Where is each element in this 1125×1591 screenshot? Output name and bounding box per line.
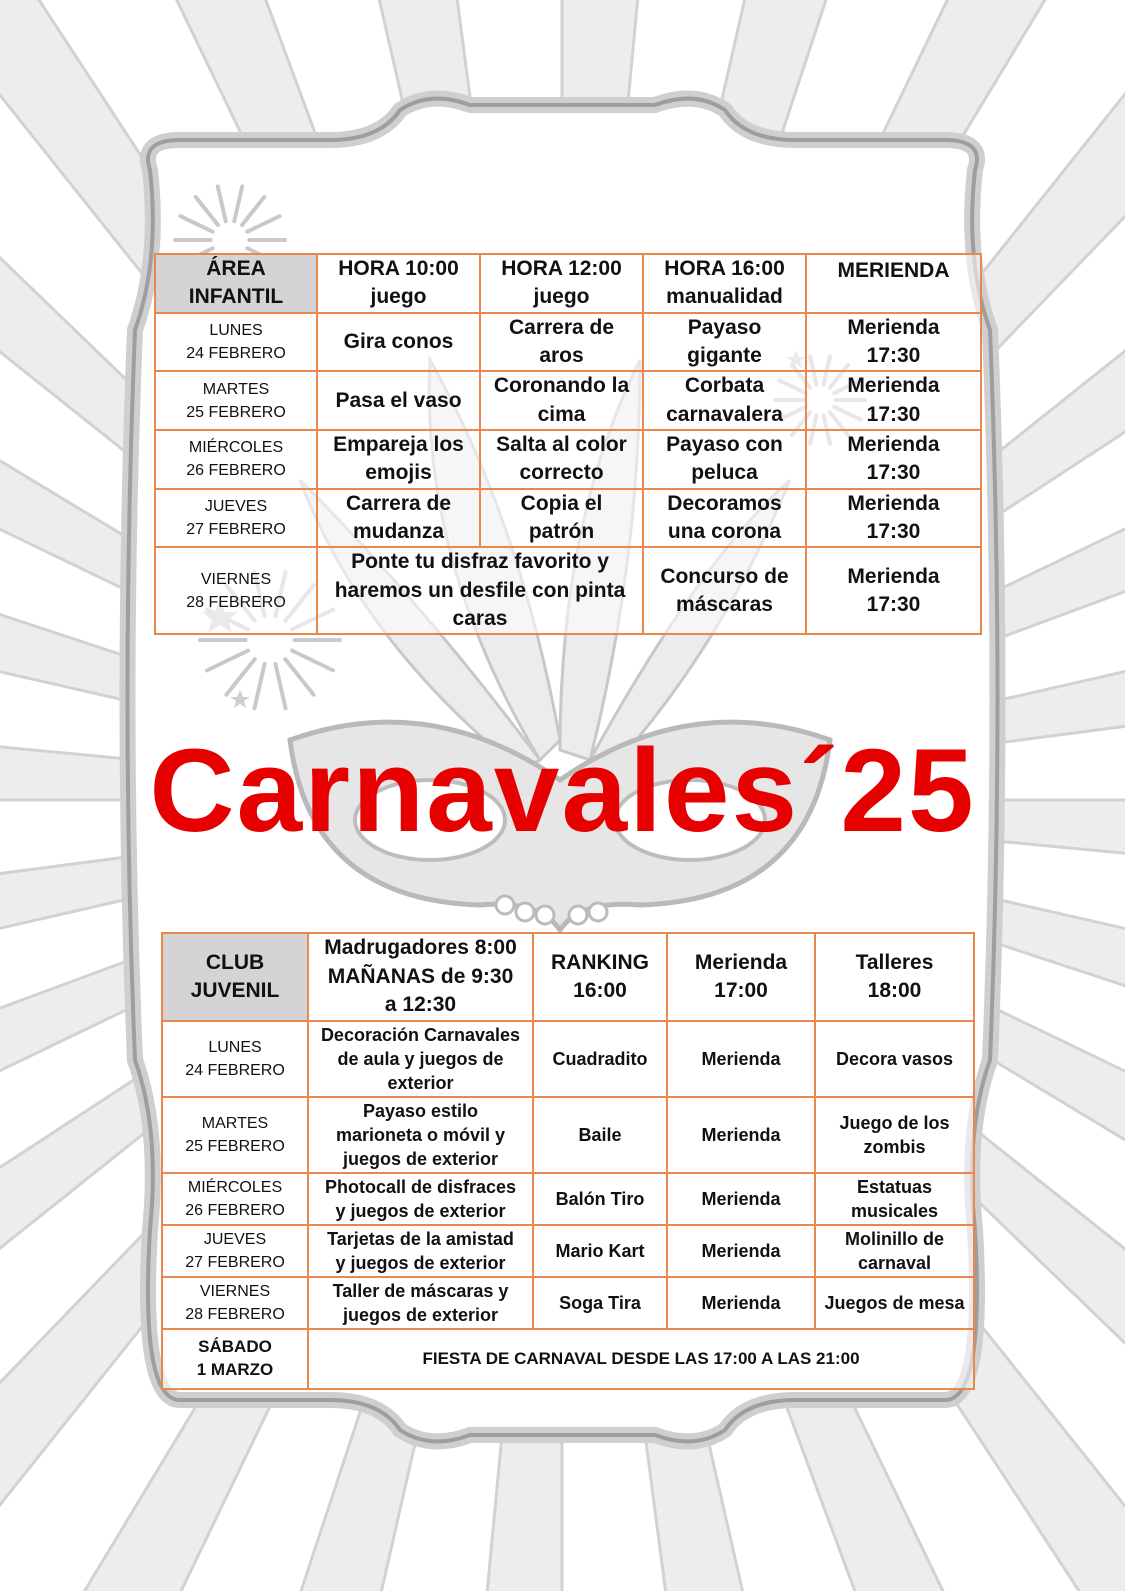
kids-schedule-table xyxy=(154,253,982,635)
column-header: Talleres 18:00 xyxy=(815,933,974,1021)
day-cell: SÁBADO 1 MARZO xyxy=(162,1329,308,1389)
activity-cell: Carrera de aros xyxy=(480,313,643,372)
table-row xyxy=(155,371,981,430)
snack-cell: Merienda xyxy=(667,1097,815,1173)
table-row xyxy=(155,489,981,548)
day-cell: MARTES 25 FEBRERO xyxy=(162,1097,308,1173)
activity-cell: Taller de máscaras y juegos de exterior xyxy=(308,1277,533,1329)
column-header: Madrugadores 8:00 MAÑANAS de 9:30 a 12:30 xyxy=(308,933,533,1021)
day-cell: JUEVES 27 FEBRERO xyxy=(155,489,317,548)
corner-label: ÁREA INFANTIL xyxy=(155,254,317,313)
activity-cell: Decoración Carnavales de aula y juegos de exterior xyxy=(308,1021,533,1097)
column-header: MERIENDA xyxy=(806,254,981,313)
activity-cell: Balón Tiro xyxy=(533,1173,667,1225)
activity-cell: Photocall de disfraces y juegos de exterior xyxy=(308,1173,533,1225)
snack-cell: Merienda xyxy=(667,1277,815,1329)
activity-cell: Payaso estilo marioneta o móvil y juegos de exterior xyxy=(308,1097,533,1173)
workshop-cell: Estatuas musicales xyxy=(815,1173,974,1225)
activity-cell: Salta al color correcto xyxy=(480,430,643,489)
snack-cell: Merienda xyxy=(667,1173,815,1225)
day-cell: LUNES 24 FEBRERO xyxy=(162,1021,308,1097)
snack-cell: Merienda 17:30 xyxy=(806,489,981,548)
workshop-cell: Molinillo de carnaval xyxy=(815,1225,974,1277)
party-cell: FIESTA DE CARNAVAL DESDE LAS 17:00 A LAS 21:00 xyxy=(308,1329,974,1389)
activity-cell: Payaso con peluca xyxy=(643,430,806,489)
activity-cell: Concurso de máscaras xyxy=(643,547,806,634)
table-row xyxy=(155,547,981,634)
workshop-cell: Juego de los zombis xyxy=(815,1097,974,1173)
day-cell: LUNES 24 FEBRERO xyxy=(155,313,317,372)
activity-cell: Cuadradito xyxy=(533,1021,667,1097)
column-header: HORA 12:00 juego xyxy=(480,254,643,313)
day-cell: MARTES 25 FEBRERO xyxy=(155,371,317,430)
table-row xyxy=(162,1097,974,1173)
workshop-cell: Decora vasos xyxy=(815,1021,974,1097)
activity-cell: Empareja los emojis xyxy=(317,430,480,489)
activity-cell: Corbata carnavalera xyxy=(643,371,806,430)
activity-cell: Tarjetas de la amistad y juegos de exterior xyxy=(308,1225,533,1277)
activity-cell: Mario Kart xyxy=(533,1225,667,1277)
page-title: Carnavales´25 xyxy=(149,725,976,857)
day-cell: VIERNES 28 FEBRERO xyxy=(155,547,317,634)
column-header: HORA 16:00 manualidad xyxy=(643,254,806,313)
snack-cell: Merienda 17:30 xyxy=(806,430,981,489)
corner-label: CLUB JUVENIL xyxy=(162,933,308,1021)
activity-cell: Baile xyxy=(533,1097,667,1173)
table-header-row xyxy=(162,933,974,1021)
table-header-row xyxy=(155,254,981,313)
activity-cell: Coronando la cima xyxy=(480,371,643,430)
table-row-saturday xyxy=(162,1329,974,1389)
column-header: HORA 10:00 juego xyxy=(317,254,480,313)
snack-cell: Merienda 17:30 xyxy=(806,371,981,430)
table-row xyxy=(162,1277,974,1329)
activity-cell: Payaso gigante xyxy=(643,313,806,372)
table-row xyxy=(162,1021,974,1097)
snack-cell: Merienda 17:30 xyxy=(806,547,981,634)
merged-activity-cell: Ponte tu disfraz favorito y haremos un desfile con pinta caras xyxy=(317,547,643,634)
workshop-cell: Juegos de mesa xyxy=(815,1277,974,1329)
activity-cell: Carrera de mudanza xyxy=(317,489,480,548)
activity-cell: Copia el patrón xyxy=(480,489,643,548)
activity-cell: Soga Tira xyxy=(533,1277,667,1329)
snack-cell: Merienda xyxy=(667,1225,815,1277)
activity-cell: Decoramos una corona xyxy=(643,489,806,548)
table-row xyxy=(155,313,981,372)
snack-cell: Merienda xyxy=(667,1021,815,1097)
day-cell: MIÉRCOLES 26 FEBRERO xyxy=(162,1173,308,1225)
day-cell: VIERNES 28 FEBRERO xyxy=(162,1277,308,1329)
activity-cell: Pasa el vaso xyxy=(317,371,480,430)
snack-cell: Merienda 17:30 xyxy=(806,313,981,372)
column-header: RANKING 16:00 xyxy=(533,933,667,1021)
activity-cell: Gira conos xyxy=(317,313,480,372)
teen-schedule-table xyxy=(161,932,975,1390)
table-row xyxy=(162,1173,974,1225)
table-row xyxy=(155,430,981,489)
day-cell: JUEVES 27 FEBRERO xyxy=(162,1225,308,1277)
day-cell: MIÉRCOLES 26 FEBRERO xyxy=(155,430,317,489)
column-header: Merienda 17:00 xyxy=(667,933,815,1021)
table-row xyxy=(162,1225,974,1277)
